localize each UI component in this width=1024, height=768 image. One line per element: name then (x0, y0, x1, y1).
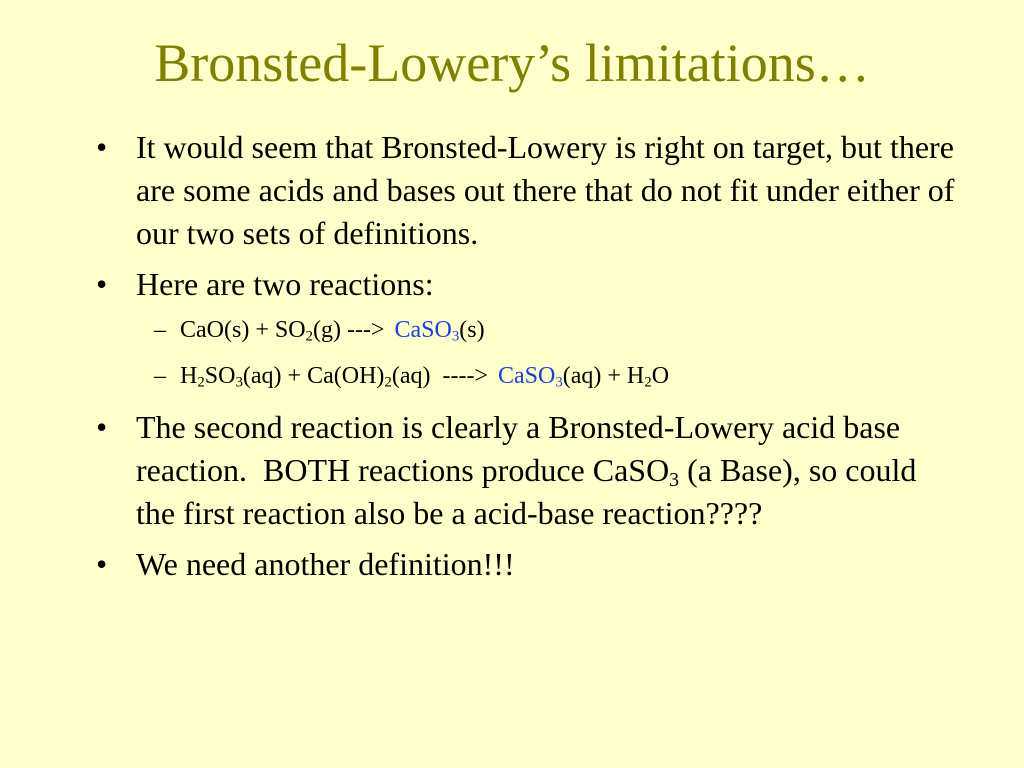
subscript: 2 (197, 374, 205, 391)
product-text: CaSO (394, 317, 452, 343)
bullet-1 (96, 126, 956, 255)
subscript: 3 (451, 328, 460, 345)
bullet-marker: • (96, 409, 108, 445)
reaction-text: CaO(s) + SO (180, 317, 306, 343)
reaction-text: H (180, 363, 198, 389)
reaction-text: (aq) + Ca(OH) (242, 363, 385, 389)
bullet-4-text: We need another definition!!! (136, 546, 515, 582)
product-text: CaSO (497, 363, 556, 389)
product-formula (498, 363, 563, 389)
reaction-2 (154, 360, 956, 392)
reaction-text: (g) ---> (312, 317, 385, 343)
subscript: 3 (555, 374, 563, 391)
bullet-3 (96, 406, 956, 535)
product-formula (394, 317, 459, 343)
sub-bullet-marker: – (154, 317, 166, 343)
bullet-marker: • (96, 546, 108, 582)
subscript: 2 (644, 374, 652, 391)
reaction-text: O (651, 363, 670, 389)
slide-title: Bronsted-Lowery’s limitations… (154, 33, 870, 93)
bullet-2-text: Here are two reactions: (136, 266, 434, 302)
subscript: 2 (384, 374, 392, 391)
subscript: 3 (669, 468, 680, 491)
bullet-marker: • (96, 266, 108, 302)
subscript: 3 (235, 374, 243, 391)
reaction-text: (aq) + H (562, 363, 645, 389)
slide-content (96, 126, 956, 594)
bullet-1-text: It would seem that Bronsted-Lowery is right on target, but there are some acids and bases out there that do not fit under either of our two sets of definitions. (136, 129, 955, 251)
reaction-text: (s) (459, 317, 485, 343)
reaction-text: SO (204, 363, 236, 389)
subscript: 2 (305, 328, 313, 345)
reaction-text: (aq) ----> (391, 363, 488, 389)
bullet-3-text-part: (a Base), so could the first reaction also be a acid-base reaction???? (136, 452, 917, 531)
bullet-3-text (136, 406, 956, 535)
sub-bullet-marker: – (154, 363, 166, 389)
bullet-marker: • (96, 129, 108, 165)
bullet-3-text-part: The second reaction is clearly a Bronsted-Lowery acid base reaction. BOTH reactions produce CaSO (136, 409, 909, 488)
reaction-1-equation (180, 314, 956, 346)
reaction-2-equation (180, 360, 956, 392)
bullet-4 (96, 543, 956, 586)
bullet-2 (96, 263, 956, 306)
reaction-1 (154, 314, 956, 346)
